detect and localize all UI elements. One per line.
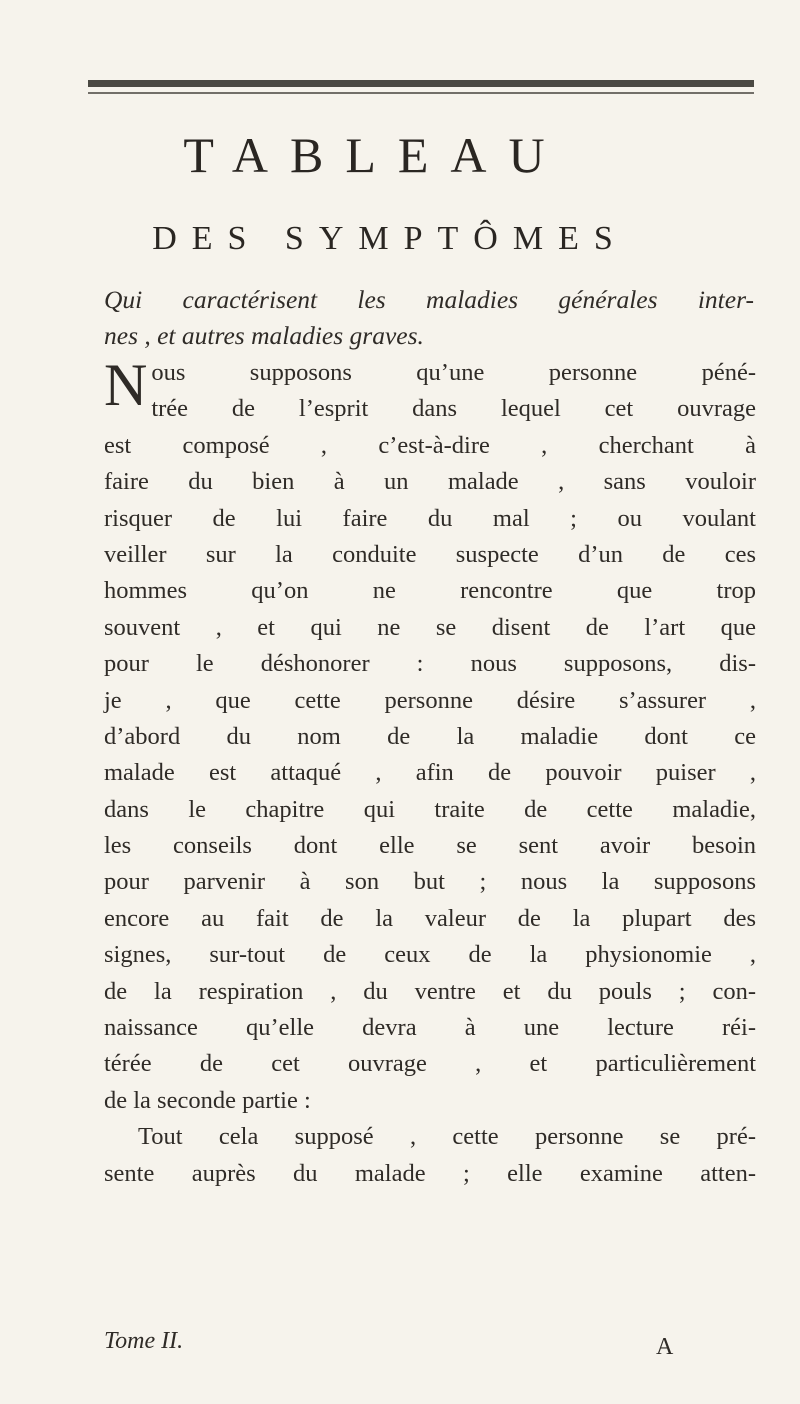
text-line: faire du bien à un malade , sans vouloir [104, 468, 756, 496]
text-line: Tout cela supposé , cette personne se pré- [138, 1123, 756, 1151]
header-rule-thin [88, 92, 754, 94]
header-rule-thick [88, 80, 754, 87]
text-line: risquer de lui faire du mal ; ou voulant [104, 504, 756, 532]
text-line: veiller sur la conduite suspecte d’un de ces [104, 540, 756, 568]
text-line: d’abord du nom de la maladie dont ce [104, 722, 756, 750]
text-line: pour le déshonorer : nous supposons, dis- [104, 650, 756, 678]
text-line: je , que cette personne désire s’assurer , [104, 686, 756, 714]
text-line: térée de cet ouvrage , et particulièrement [104, 1050, 756, 1078]
text-line: pour parvenir à son but ; nous la supposons [104, 868, 756, 896]
text-line: de la seconde partie : [104, 1086, 311, 1114]
text-line: hommes qu’on ne rencontre que trop [104, 577, 756, 605]
text-line: signes, sur-tout de ceux de la physionomie , [104, 941, 756, 969]
page-title: TABLEAU [183, 127, 567, 183]
description-line: nes , et autres maladies graves. [104, 321, 424, 351]
drop-cap: N [104, 352, 148, 418]
signature-mark: A [656, 1334, 674, 1360]
text-line: malade est attaqué , afin de pouvoir puiser , [104, 759, 756, 787]
text-line: naissance qu’elle devra à une lecture réi- [104, 1014, 756, 1042]
text-line: encore au fait de la valeur de la plupart des [104, 904, 756, 932]
text-line: ous supposons qu’une personne péné- [151, 359, 756, 386]
text-line: souvent , et qui ne se disent de l’art que [104, 613, 756, 641]
text-line: trée de l’esprit dans lequel cet ouvrage [151, 395, 756, 423]
text-line: les conseils dont elle se sent avoir besoin [104, 832, 756, 860]
text-line: dans le chapitre qui traite de cette maladie, [104, 795, 756, 823]
text-line: est composé , c’est-à-dire , cherchant à [104, 431, 756, 459]
volume-label: Tome II. [104, 1328, 184, 1354]
section-description [104, 282, 754, 355]
body-paragraph [104, 352, 756, 1192]
description-line: Qui caractérisent les maladies générales inter- [104, 285, 754, 314]
text-line: sente auprès du malade ; elle examine atten- [104, 1159, 756, 1187]
page-subtitle: DES SYMPTÔMES [152, 220, 628, 257]
text-line: de la respiration , du ventre et du pouls ; con- [104, 977, 756, 1005]
